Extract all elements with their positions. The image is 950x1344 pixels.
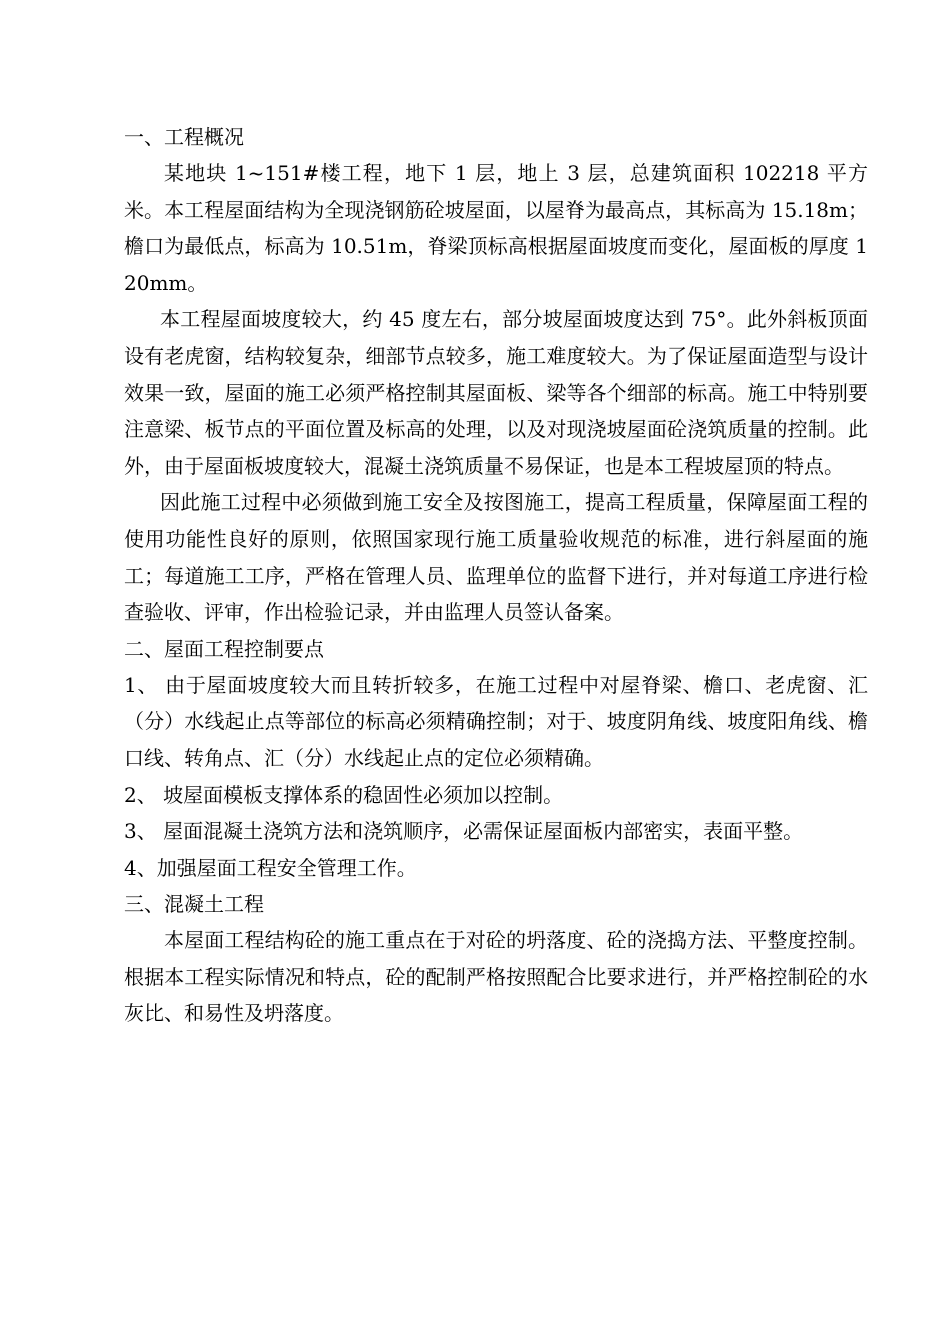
overview-paragraph-2: 本工程屋面坡度较大，约 45 度左右，部分坡屋面坡度达到 75°。此外斜板顶面设有老虎窗，结构较复杂，细部节点较多，施工难度较大。为了保证屋面造型与设计效果一致，屋面的施工必须严格控制其屋面板、梁等各个细部的标高。施工中特别要注意梁、板节点的平面位置及标高的处理，以及对现浇坡屋面砼浇筑质量的控制。此外，由于屋面板坡度较大，混凝土浇筑质量不易保证，也是本工程坡屋顶的特点。 (124, 307, 868, 478)
overview-paragraph-3: 因此施工过程中必须做到施工安全及按图施工，提高工程质量，保障屋面工程的使用功能性良好的原则，依照国家现行施工质量验收规范的标准，进行斜屋面的施工；每道施工工序，严格在管理人员、监理单位的监督下进行，并对每道工序进行检查验收、评审，作出检验记录，并由监理人员签认备案。 (124, 490, 868, 625)
control-point-item-2: 2、 坡屋面模板支撑体系的稳固性必须加以控制。 (124, 782, 564, 807)
section-heading-overview: 一、工程概况 (124, 125, 244, 149)
document-body (124, 119, 868, 1032)
control-point-item-3: 3、 屋面混凝土浇筑方法和浇筑顺序，必需保证屋面板内部密实，表面平整。 (124, 819, 804, 844)
control-point-item-4: 4、加强屋面工程安全管理工作。 (124, 855, 417, 880)
concrete-paragraph-1: 本屋面工程结构砼的施工重点在于对砼的坍落度、砼的浇捣方法、平整度控制。根据本工程实际情况和特点，砼的配制严格按照配合比要求进行，并严格控制砼的水灰比、和易性及坍落度。 (124, 928, 868, 1026)
section-heading-concrete: 三、混凝土工程 (124, 892, 264, 917)
overview-paragraph-1: 某地块 1~151#楼工程，地下 1 层，地上 3 层，总建筑面积 102218 平方米。本工程屋面结构为全现浇钢筋砼坡屋面，以屋脊为最高点，其标高为 15.18m；檐口为最低点，标高为 10.51m，脊梁顶标高根据屋面坡度而变化，屋面板的厚度 120mm。 (124, 161, 868, 295)
control-point-item-1: 1、 由于屋面坡度较大而且转折较多，在施工过程中对屋脊梁、檐口、老虎窗、汇（分）水线起止点等部位的标高必须精确控制；对于、坡度阴角线、坡度阳角线、檐口线、转角点、汇（分）水线起止点的定位必须精确。 (124, 672, 868, 770)
section-heading-control-points: 二、屋面工程控制要点 (124, 636, 324, 661)
